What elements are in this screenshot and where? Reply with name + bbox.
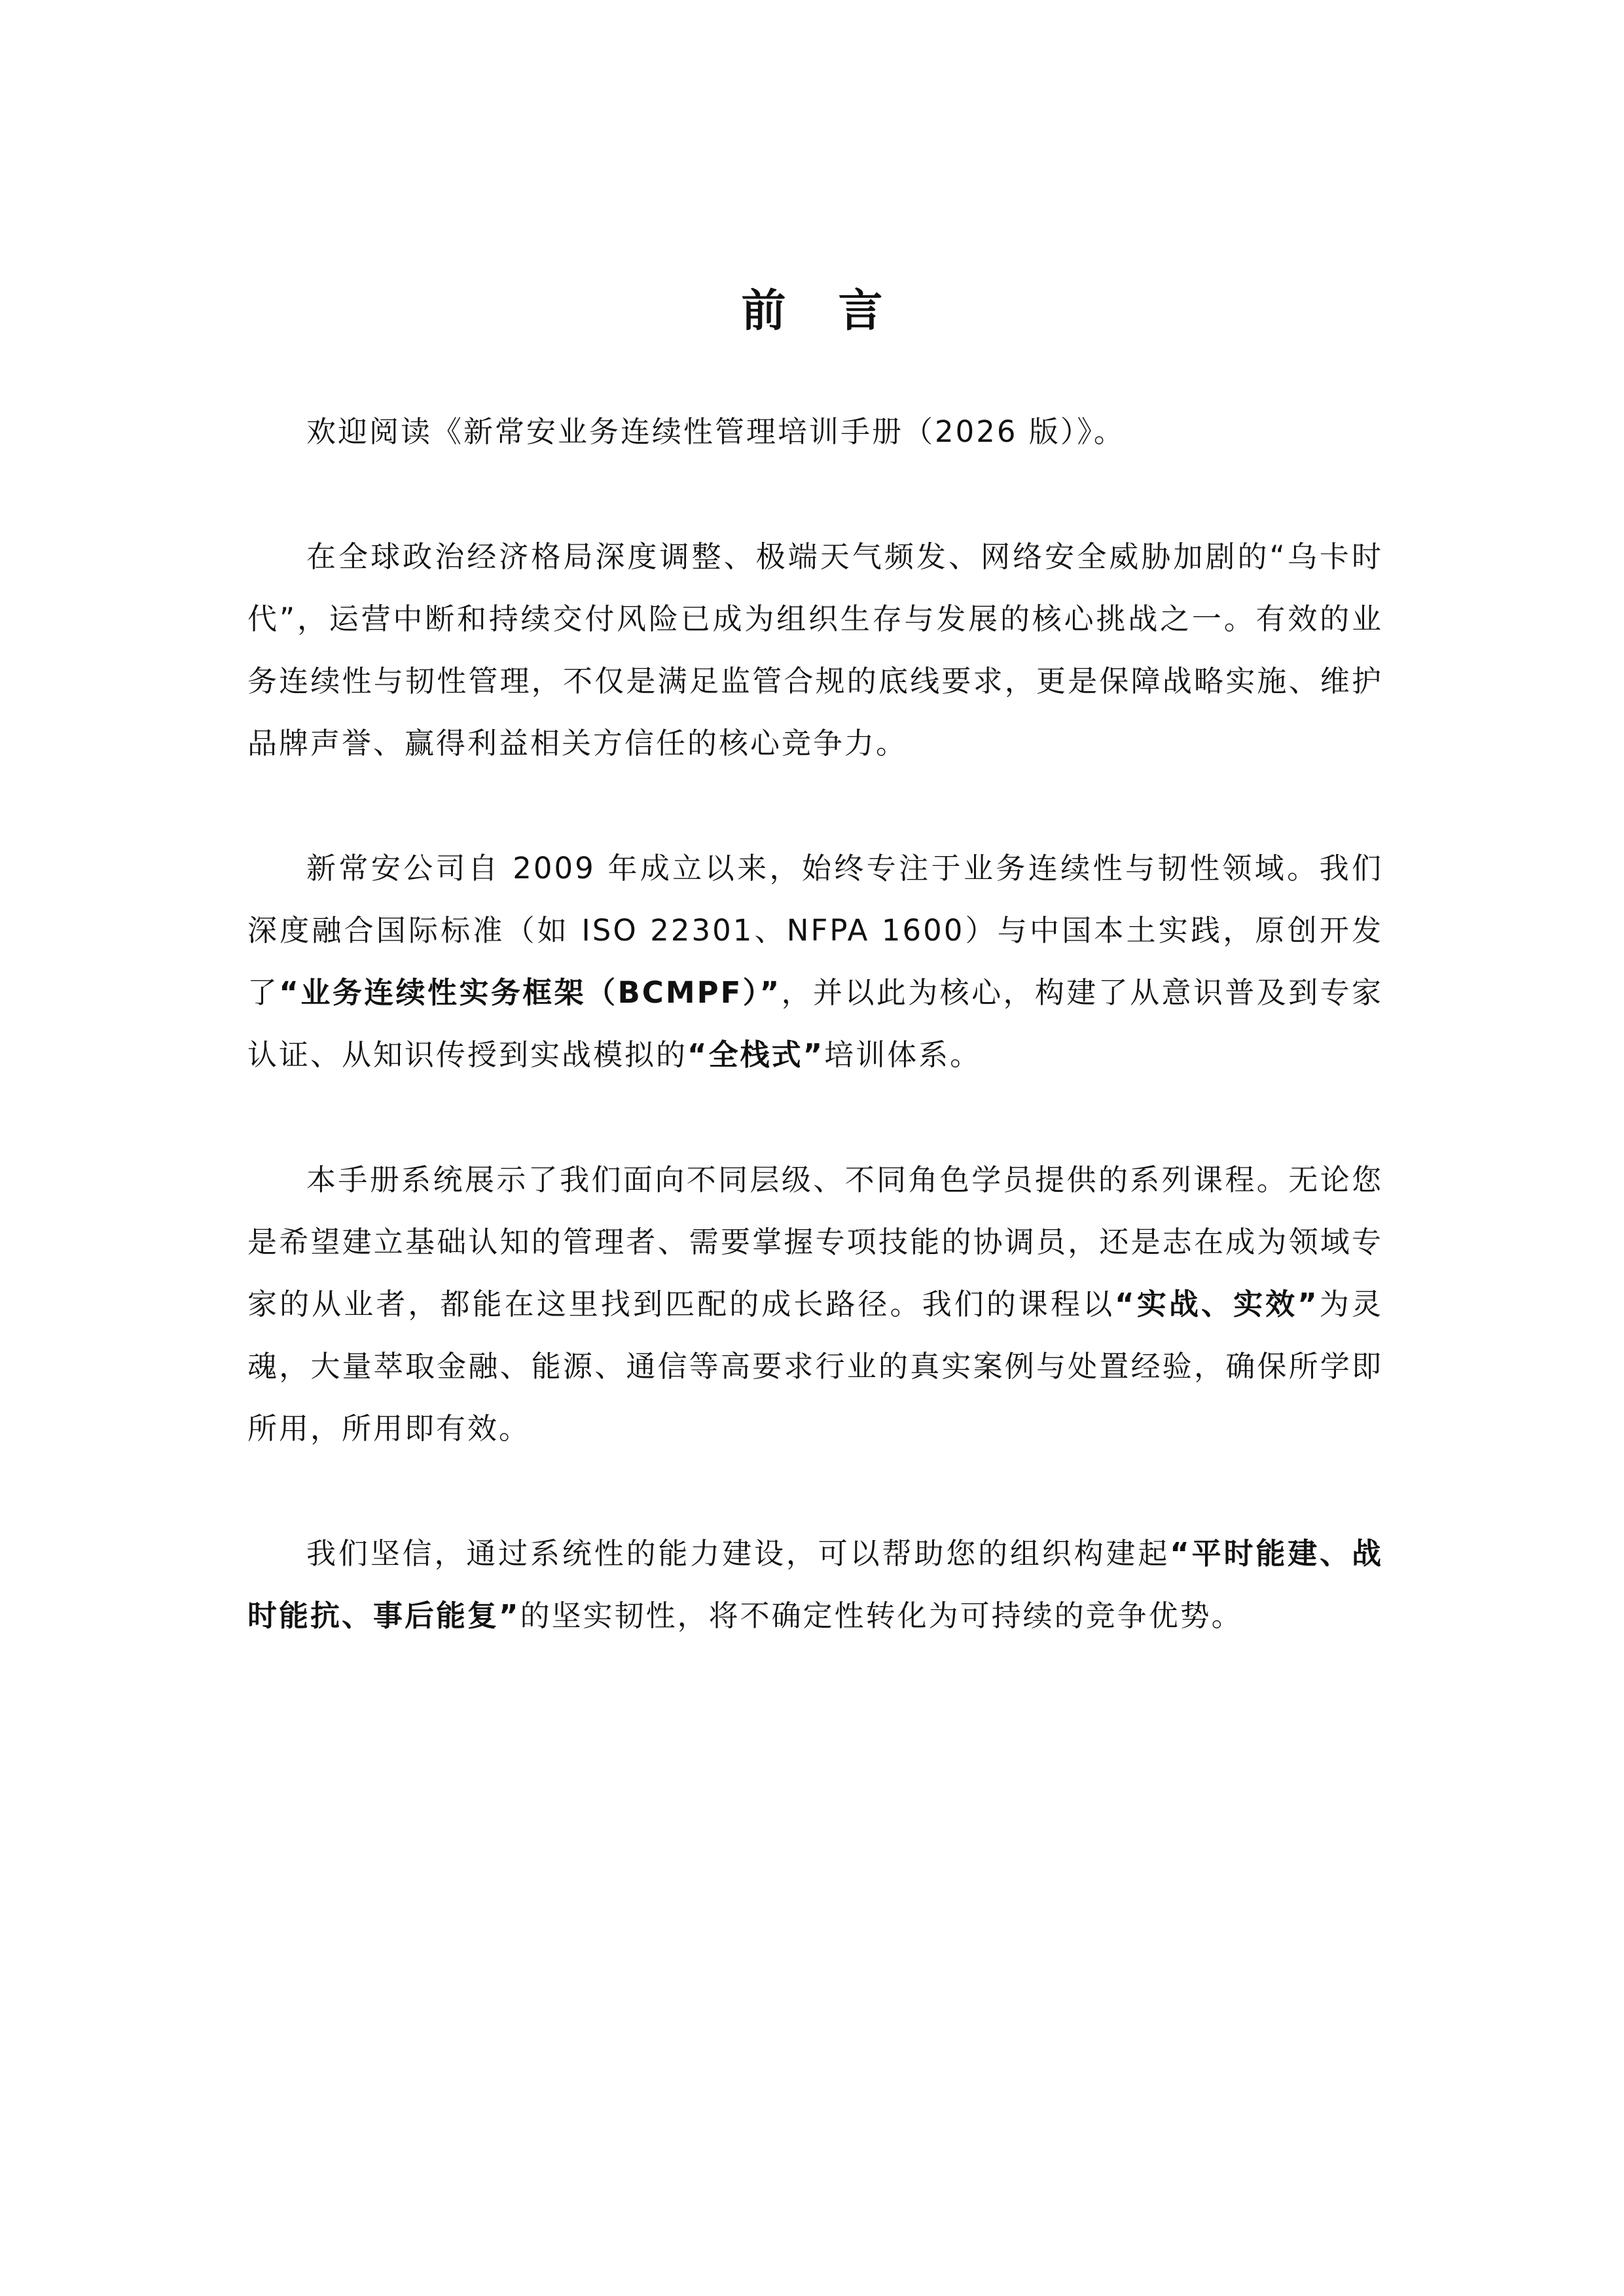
paragraph-text: 欢迎阅读《新常安业务连续性管理培训手册（2026 版）》。 bbox=[306, 414, 1125, 449]
emphasis-text: “全栈式” bbox=[687, 1037, 825, 1072]
preface-body bbox=[247, 401, 1383, 1710]
paragraph-3 bbox=[247, 837, 1383, 1086]
paragraph-text: 的坚实韧性，将不确定性转化为可持续的竞争优势。 bbox=[520, 1598, 1243, 1633]
page-title: 前言 bbox=[741, 285, 935, 337]
paragraph-text: 我们坚信，通过系统性的能力建设，可以帮助您的组织构建起 bbox=[306, 1536, 1170, 1571]
paragraph-4 bbox=[247, 1149, 1383, 1460]
emphasis-text: “平时能建、战时能抗、事后能复” bbox=[247, 1536, 1383, 1633]
paragraph-2 bbox=[247, 526, 1383, 774]
paragraph-5 bbox=[247, 1522, 1383, 1647]
emphasis-text: “实战、实效” bbox=[1115, 1287, 1319, 1321]
paragraph-text: 本手册系统展示了我们面向不同层级、不同角色学员提供的系列课程。无论您是希望建立基础认知的管理者、需要掌握专项技能的协调员，还是志在成为领域专家的从业者，都能在这里找到匹配的成长路径。我们的课程以 bbox=[247, 1162, 1383, 1321]
paragraph-text: 培训体系。 bbox=[824, 1037, 982, 1072]
paragraph-text: ，并以此为核心，构建了从意识普及到专家认证、从知识传授到实战模拟的 bbox=[247, 975, 1383, 1072]
paragraph-text: 在全球政治经济格局深度调整、极端天气频发、网络安全威胁加剧的“乌卡时代”，运营中断和持续交付风险已成为组织生存与发展的核心挑战之一。有效的业务连续性与韧性管理，不仅是满足监管合规的底线要求，更是保障战略实施、维护品牌声誉、赢得利益相关方信任的核心竞争力。 bbox=[247, 539, 1383, 761]
emphasis-text: “业务连续性实务框架（BCMPF）” bbox=[279, 975, 782, 1010]
paragraph-1 bbox=[247, 401, 1383, 463]
paragraph-text: 新常安公司自 2009 年成立以来，始终专注于业务连续性与韧性领域。我们深度融合国际标准（如 ISO 22301、NFPA 1600）与中国本土实践，原创开发了 bbox=[247, 851, 1383, 1010]
paragraph-text: 为灵魂，大量萃取金融、能源、通信等高要求行业的真实案例与处置经验，确保所学即所用，所用即有效。 bbox=[247, 1287, 1383, 1446]
